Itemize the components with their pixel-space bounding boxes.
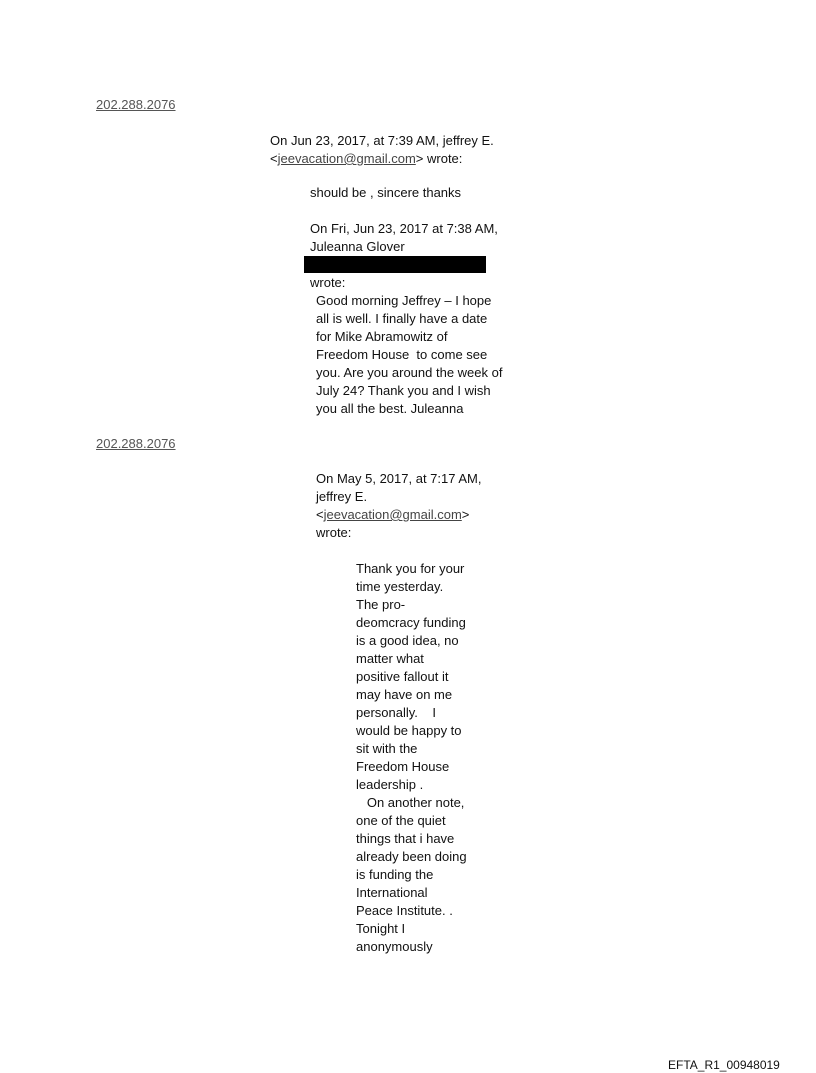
- body-line: one of the quiet: [356, 813, 446, 828]
- document-id: EFTA_R1_00948019: [668, 1058, 780, 1072]
- email-link[interactable]: jeevacation@gmail.com: [323, 507, 462, 522]
- reply-text: should be , sincere thanks: [310, 185, 462, 200]
- email-open-bracket: <: [270, 151, 278, 166]
- body-line: is funding the: [356, 867, 434, 882]
- redaction-block: [304, 256, 486, 273]
- body-line: you all the best. Juleanna: [316, 401, 464, 416]
- phone-number-2[interactable]: 202.288.2076: [96, 436, 176, 451]
- body-line: would be happy to: [356, 723, 462, 738]
- body-line: matter what: [356, 651, 424, 666]
- body-line: On another note,: [356, 795, 465, 810]
- body-line: you. Are you around the week of: [316, 365, 503, 380]
- email-link[interactable]: jeevacation@gmail.com: [277, 151, 416, 166]
- body-line: time yesterday.: [356, 579, 444, 594]
- body-line: is a good idea, no: [356, 633, 459, 648]
- body-line: positive fallout it: [356, 669, 449, 684]
- body-line: Freedom House: [356, 759, 450, 774]
- phone-number-1[interactable]: 202.288.2076: [96, 97, 176, 112]
- email-close-bracket: > wrote:: [415, 151, 463, 166]
- body-line: leadership .: [356, 777, 424, 792]
- body-line: things that i have: [356, 831, 455, 846]
- body-line: anonymously: [356, 939, 433, 954]
- body-line: Thank you for your: [356, 561, 465, 576]
- reply-header-2-line3: [316, 506, 469, 524]
- reply-header-2-wrote: wrote:: [316, 525, 352, 540]
- reply-header-2-line1: On May 5, 2017, at 7:17 AM,: [316, 471, 482, 486]
- body-line: already been doing: [356, 849, 467, 864]
- reply-header-2-line2: jeffrey E.: [316, 489, 368, 504]
- body-line: International: [356, 885, 428, 900]
- reply-header-1-line1: On Jun 23, 2017, at 7:39 AM, jeffrey E.: [270, 133, 494, 148]
- reply-header-1-line2: [270, 150, 462, 168]
- body-line: sit with the: [356, 741, 418, 756]
- body-line: The pro-: [356, 597, 406, 612]
- body-line: for Mike Abramowitz of: [316, 329, 448, 344]
- email-open-bracket: <: [316, 507, 324, 522]
- body-line: personally. I: [356, 705, 436, 720]
- body-line: July 24? Thank you and I wish: [316, 383, 491, 398]
- body-line: deomcracy funding: [356, 615, 466, 630]
- quote-wrote: wrote:: [310, 275, 346, 290]
- email-close-bracket: >: [461, 507, 470, 522]
- body-line: Peace Institute. .: [356, 903, 453, 918]
- body-line: Tonight I: [356, 921, 406, 936]
- quote-sender-name: Juleanna Glover: [310, 239, 405, 254]
- body-line: all is well. I finally have a date: [316, 311, 488, 326]
- body-line: Freedom House to come see: [316, 347, 488, 362]
- quote-header-line1: On Fri, Jun 23, 2017 at 7:38 AM,: [310, 221, 498, 236]
- body-line: Good morning Jeffrey – I hope: [316, 293, 492, 308]
- body-line: may have on me: [356, 687, 453, 702]
